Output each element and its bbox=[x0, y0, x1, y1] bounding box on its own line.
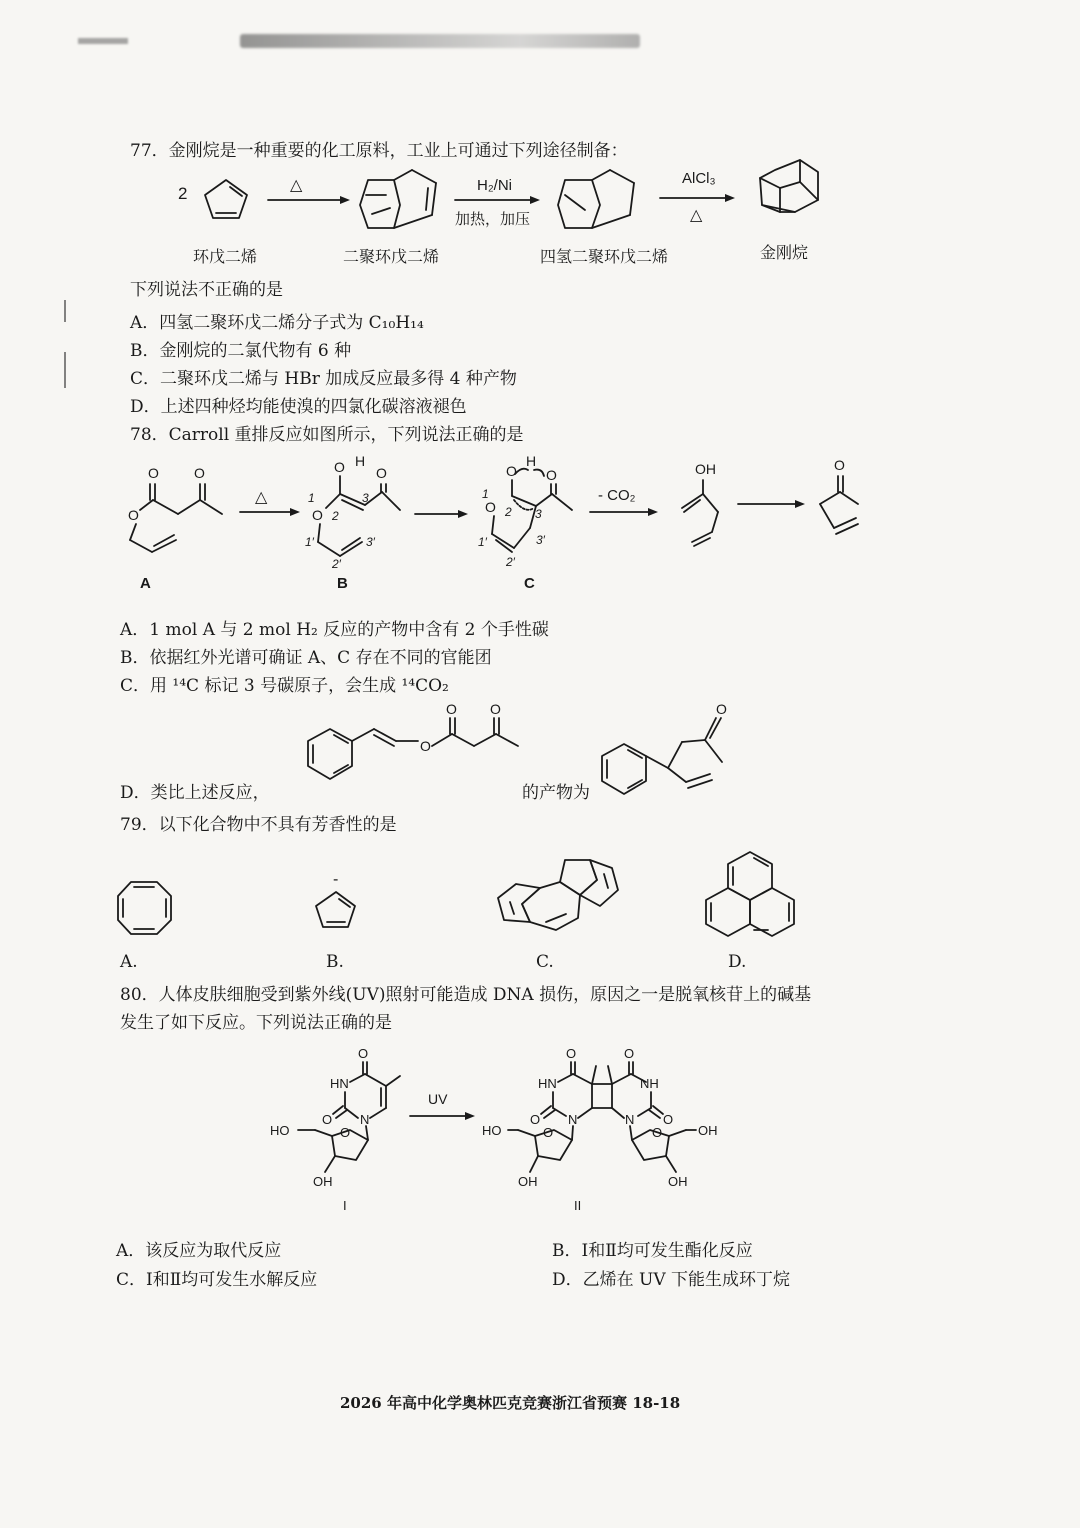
q77-option-c: C．二聚环戊二烯与 HBr 加成反应最多得 4 种产物 bbox=[130, 369, 517, 389]
svg-text:1: 1 bbox=[482, 487, 489, 501]
q80-option-c: C．Ⅰ和Ⅱ均可发生水解反应 bbox=[116, 1270, 318, 1290]
svg-text:O: O bbox=[358, 1046, 369, 1061]
svg-text:O: O bbox=[624, 1046, 635, 1061]
svg-text:2′: 2′ bbox=[506, 555, 515, 569]
svg-text:O: O bbox=[148, 465, 159, 481]
svg-text:O: O bbox=[420, 738, 431, 754]
svg-text:1′: 1′ bbox=[478, 535, 487, 549]
q80-stem-line1: 80．人体皮肤细胞受到紫外线(UV)照射可能造成 DNA 损伤，原因之一是脱氧核苷上的碱基 bbox=[120, 985, 812, 1005]
svg-text:O: O bbox=[340, 1125, 351, 1140]
q80-option-a: A．该反应为取代反应 bbox=[116, 1241, 282, 1261]
svg-text:B: B bbox=[337, 575, 348, 592]
svg-text:O: O bbox=[485, 499, 496, 515]
name-tetrahydro-dcpd: 四氢二聚环戊二烯 bbox=[540, 247, 669, 266]
svg-text:3′: 3′ bbox=[366, 535, 375, 549]
svg-text:O: O bbox=[546, 467, 557, 483]
svg-text:N: N bbox=[360, 1112, 370, 1127]
svg-text:HO: HO bbox=[270, 1123, 290, 1138]
coef-2: 2 bbox=[178, 184, 188, 203]
name-cyclopentadiene: 环戊二烯 bbox=[193, 247, 258, 266]
q79-choice-a: A. bbox=[120, 952, 138, 972]
svg-text:△: △ bbox=[255, 489, 268, 506]
svg-text:O: O bbox=[530, 1112, 541, 1127]
thymidine-structure bbox=[270, 1046, 400, 1189]
q79-stem: 79．以下化合物中不具有芳香性的是 bbox=[120, 815, 397, 835]
svg-text:OH: OH bbox=[668, 1174, 688, 1189]
svg-text:OH: OH bbox=[695, 461, 716, 477]
svg-text:UV: UV bbox=[428, 1091, 448, 1107]
arrow-uv bbox=[410, 1112, 475, 1120]
svg-text:I: I bbox=[343, 1198, 347, 1213]
q78-option-d-prefix: D．类比上述反应， bbox=[120, 783, 270, 803]
svg-text:- CO₂: - CO₂ bbox=[598, 487, 636, 504]
svg-text:II: II bbox=[574, 1198, 582, 1213]
svg-text:O: O bbox=[376, 465, 387, 481]
q78-stem: 78．Carroll 重排反应如图所示，下列说法正确的是 bbox=[130, 425, 524, 445]
svg-text:H: H bbox=[526, 453, 537, 469]
arrow-2-bottom: 加热，加压 bbox=[455, 211, 531, 228]
arrow-2-top: H₂/Ni bbox=[477, 177, 512, 194]
svg-text:O: O bbox=[128, 507, 139, 523]
svg-text:HO: HO bbox=[482, 1123, 502, 1138]
page-footer: 2026 年高中化学奥林匹克竞赛浙江省预赛 18-18 bbox=[340, 1394, 681, 1412]
svg-text:2: 2 bbox=[505, 505, 512, 519]
svg-text:O: O bbox=[312, 507, 323, 523]
q79-choice-b: B. bbox=[326, 952, 344, 972]
svg-text:O: O bbox=[652, 1125, 663, 1140]
q77-option-a: A．四氢二聚环戊二烯分子式为 C₁₀H₁₄ bbox=[130, 313, 424, 333]
svg-text:HN: HN bbox=[538, 1076, 557, 1091]
svg-text:-: - bbox=[333, 871, 339, 888]
svg-text:N: N bbox=[568, 1112, 578, 1127]
svg-text:N: N bbox=[625, 1112, 635, 1127]
svg-text:HN: HN bbox=[330, 1076, 349, 1091]
q77-option-d: D．上述四种烃均能使溴的四氯化碳溶液褪色 bbox=[130, 397, 467, 417]
svg-text:O: O bbox=[663, 1112, 674, 1127]
svg-text:3: 3 bbox=[535, 507, 542, 521]
svg-text:O: O bbox=[334, 459, 345, 475]
q77-option-b: B．金刚烷的二氯代物有 6 种 bbox=[130, 341, 352, 361]
svg-text:OH: OH bbox=[313, 1174, 333, 1189]
svg-text:O: O bbox=[543, 1125, 554, 1140]
svg-text:2′: 2′ bbox=[332, 557, 341, 571]
svg-text:O: O bbox=[506, 463, 517, 479]
arrow-3-top: AlCl₃ bbox=[682, 170, 716, 187]
svg-text:O: O bbox=[446, 701, 457, 717]
q79-choice-d: D. bbox=[728, 952, 747, 972]
svg-text:O: O bbox=[716, 701, 727, 717]
svg-text:O: O bbox=[566, 1046, 577, 1061]
svg-text:2: 2 bbox=[332, 509, 339, 523]
svg-text:OH: OH bbox=[518, 1174, 538, 1189]
q80-option-d: D．乙烯在 UV 下能生成环丁烷 bbox=[552, 1270, 791, 1290]
svg-text:O: O bbox=[490, 701, 501, 717]
svg-text:NH: NH bbox=[640, 1076, 659, 1091]
svg-text:1: 1 bbox=[308, 491, 315, 505]
q78-option-c: C．用 ¹⁴C 标记 3 号碳原子，会生成 ¹⁴CO₂ bbox=[120, 676, 449, 696]
q80-stem-line2: 发生了如下反应。下列说法正确的是 bbox=[120, 1013, 392, 1033]
name-adamantane: 金刚烷 bbox=[760, 243, 809, 262]
svg-text:1′: 1′ bbox=[305, 535, 314, 549]
name-dicyclopentadiene: 二聚环戊二烯 bbox=[343, 247, 440, 266]
svg-text:C: C bbox=[524, 575, 535, 592]
q77-question: 下列说法不正确的是 bbox=[130, 280, 283, 300]
arrow-3-bottom: △ bbox=[690, 207, 703, 224]
q80-option-b: B．Ⅰ和Ⅱ均可发生酯化反应 bbox=[552, 1241, 753, 1261]
svg-text:3: 3 bbox=[362, 491, 369, 505]
svg-text:O: O bbox=[194, 465, 205, 481]
svg-text:H: H bbox=[355, 453, 366, 469]
q78-option-b: B．依据红外光谱可确证 A、C 存在不同的官能团 bbox=[120, 648, 492, 668]
q78-option-d-middle: 的产物为 bbox=[522, 783, 590, 803]
svg-text:A: A bbox=[140, 575, 151, 592]
svg-text:O: O bbox=[834, 457, 845, 473]
q77-stem: 77．金刚烷是一种重要的化工原料，工业上可通过下列途径制备： bbox=[130, 141, 628, 161]
svg-text:3′: 3′ bbox=[536, 533, 545, 547]
svg-text:OH: OH bbox=[698, 1123, 718, 1138]
svg-text:O: O bbox=[322, 1112, 333, 1127]
q78-option-a: A．1 mol A 与 2 mol H₂ 反应的产物中含有 2 个手性碳 bbox=[120, 620, 549, 640]
arrow-1-label: △ bbox=[290, 177, 303, 194]
q79-choice-c: C. bbox=[536, 952, 554, 972]
thymine-dimer-structure bbox=[482, 1046, 718, 1189]
